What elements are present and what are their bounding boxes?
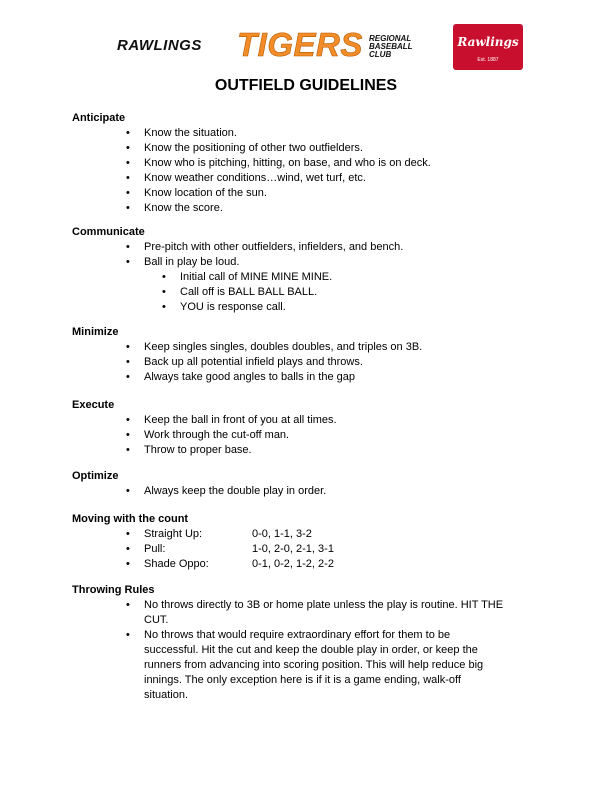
bullet-list bbox=[72, 340, 552, 385]
logo-club-line: CLUB bbox=[369, 50, 392, 59]
section-throwing-rules bbox=[72, 583, 552, 703]
section-optimize bbox=[72, 469, 552, 499]
list-item: • Always take good angles to balls in the gap bbox=[72, 370, 552, 385]
list-item bbox=[72, 628, 552, 703]
sub-list-item: • Initial call of MINE MINE MINE. bbox=[72, 270, 552, 285]
section-heading: Minimize bbox=[72, 326, 119, 338]
count-row bbox=[72, 542, 552, 557]
section-heading: Optimize bbox=[72, 470, 119, 482]
count-values: 0-1, 0-2, 1-2, 2-2 bbox=[252, 558, 334, 570]
bullet-list bbox=[72, 126, 552, 216]
section-heading: Communicate bbox=[72, 226, 145, 238]
list-item-line: innings. The only exception here is if it is a game ending, walk-off bbox=[144, 674, 461, 686]
count-values: 0-0, 1-1, 3-2 bbox=[252, 528, 312, 540]
count-values: 1-0, 2-0, 2-1, 3-1 bbox=[252, 543, 334, 555]
list-item: • Know weather conditions…wind, wet turf, etc. bbox=[72, 171, 552, 186]
bullet-list bbox=[72, 240, 552, 315]
section-heading: Moving with the count bbox=[72, 513, 189, 525]
section-minimize bbox=[72, 325, 552, 385]
list-item: • Pre-pitch with other outfielders, infielders, and bench. bbox=[72, 240, 552, 255]
section-anticipate bbox=[72, 111, 552, 216]
badge-est-text: Est. 1887 bbox=[477, 57, 499, 63]
list-item: • Always keep the double play in order. bbox=[72, 484, 552, 499]
section-communicate bbox=[72, 225, 552, 315]
rawlings-tigers-logo bbox=[117, 27, 437, 67]
list-item: • Keep singles singles, doubles doubles, and triples on 3B. bbox=[72, 340, 552, 355]
list-item: • Know the positioning of other two outfielders. bbox=[72, 141, 552, 156]
sub-list-item: • Call off is BALL BALL BALL. bbox=[72, 285, 552, 300]
list-item: • Keep the ball in front of you at all times. bbox=[72, 413, 552, 428]
list-item: • Work through the cut-off man. bbox=[72, 428, 552, 443]
list-item-line: • No throws that would require extraordinary effort for them to be bbox=[144, 629, 451, 641]
list-item: • Know the score. bbox=[72, 201, 552, 216]
section-heading: Execute bbox=[72, 399, 115, 411]
logo-club-text bbox=[369, 35, 413, 59]
bullet-list bbox=[72, 484, 552, 499]
list-item: • Back up all potential infield plays and throws. bbox=[72, 355, 552, 370]
list-item: • Ball in play be loud. bbox=[72, 255, 552, 270]
logo-rawlings-text: RAWLINGS bbox=[117, 37, 202, 54]
list-item bbox=[72, 598, 552, 628]
bullet-list bbox=[72, 413, 552, 458]
bullet-list bbox=[72, 598, 552, 703]
list-item-line: • No throws directly to 3B or home plate unless the play is routine. HIT THE bbox=[144, 599, 504, 611]
rawlings-badge-logo bbox=[453, 24, 523, 70]
section-heading: Throwing Rules bbox=[72, 584, 155, 596]
list-item: • Know who is pitching, hitting, on base, and who is on deck. bbox=[72, 156, 552, 171]
count-label: Straight Up: bbox=[144, 528, 203, 540]
section-heading: Anticipate bbox=[72, 112, 126, 124]
list-item: • Know location of the sun. bbox=[72, 186, 552, 201]
badge-script-text: Rawlings bbox=[457, 35, 519, 49]
list-item-line: runners from advancing into scoring position. This will help reduce big bbox=[144, 659, 484, 671]
count-row bbox=[72, 527, 552, 542]
logo-tigers-text: TIGERS bbox=[237, 26, 363, 63]
list-item: • Know the situation. bbox=[72, 126, 552, 141]
section-moving-with-count bbox=[72, 512, 552, 572]
list-item-line: situation. bbox=[144, 689, 189, 701]
logo-club-line: BASEBALL bbox=[369, 42, 413, 51]
logo-club-line: REGIONAL bbox=[369, 34, 412, 43]
count-row bbox=[72, 557, 552, 572]
page-title: OUTFIELD GUIDELINES bbox=[214, 77, 398, 94]
count-label: Shade Oppo: bbox=[144, 558, 209, 570]
sub-list-item: • YOU is response call. bbox=[72, 300, 552, 315]
list-item: • Throw to proper base. bbox=[72, 443, 552, 458]
section-execute bbox=[72, 398, 552, 458]
list-item-line: CUT. bbox=[144, 614, 169, 626]
list-item-line: successful. Hit the cut and keep the double play in order, or keep the bbox=[144, 644, 478, 656]
count-label: Pull: bbox=[144, 543, 166, 555]
